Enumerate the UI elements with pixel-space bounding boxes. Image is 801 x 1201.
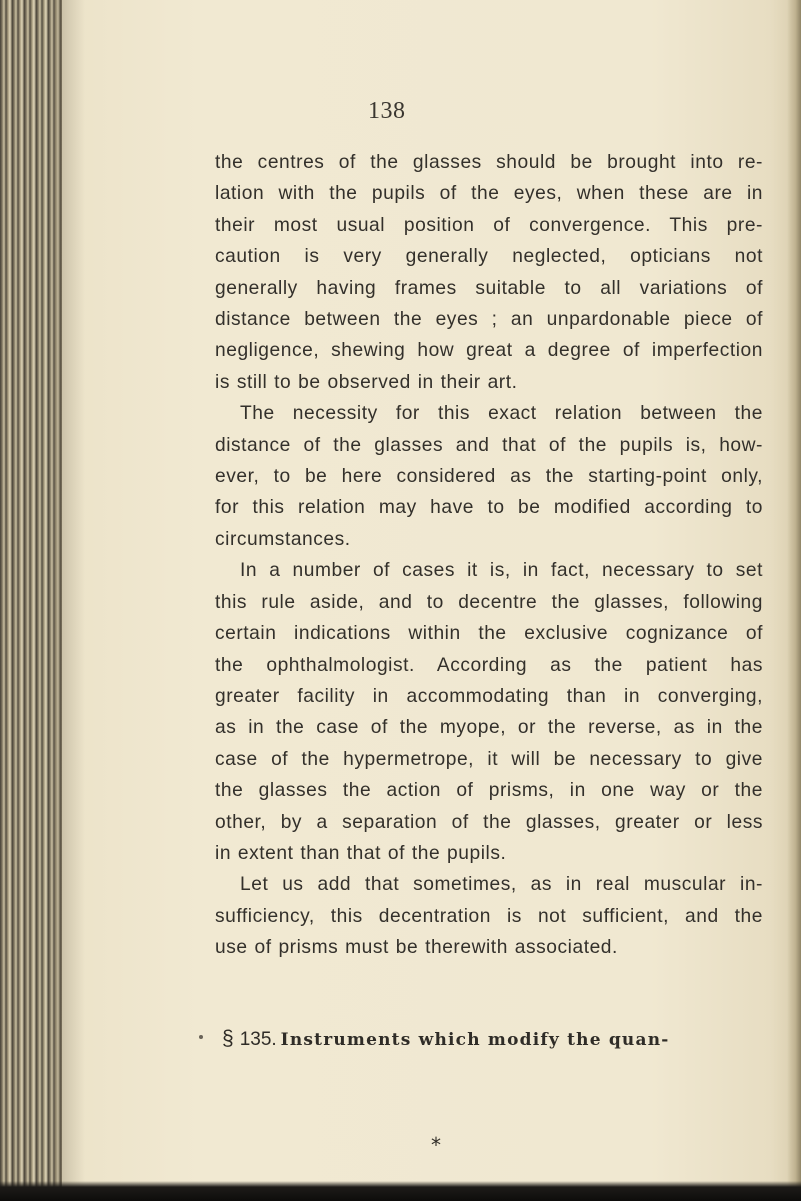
text-line: use of prisms must be therewith associated. <box>215 937 618 959</box>
body-text <box>215 147 763 964</box>
text-line: ever, to be here considered as the starting-point only, <box>215 466 763 488</box>
section-title: Instruments which modify the quan- <box>280 1030 670 1050</box>
margin-mark <box>199 1035 203 1039</box>
text-line: for this relation may have to be modified according to <box>215 497 763 519</box>
text-line: the glasses the action of prisms, in one way or the <box>215 780 763 802</box>
section-heading <box>222 1027 670 1051</box>
paragraph <box>215 147 763 398</box>
text-line: other, by a separation of the glasses, greater or less <box>215 811 763 833</box>
text-line: as in the case of the myope, or the reverse, as in the <box>215 717 763 739</box>
text-line: generally having frames suitable to all variations of <box>215 277 763 299</box>
text-line: certain indications within the exclusive cognizance of <box>215 623 763 645</box>
footer-mark: * <box>431 1133 441 1157</box>
text-line: distance between the eyes ; an unpardonable piece of <box>215 309 763 331</box>
bottom-shadow <box>0 1181 801 1201</box>
text-line: is still to be observed in their art. <box>215 371 518 393</box>
text-line: this rule aside, and to decentre the glasses, following <box>215 591 763 613</box>
page-edge <box>787 0 801 1201</box>
text-line: The necessity for this exact relation between the <box>240 403 763 425</box>
text-line: lation with the pupils of the eyes, when these are in <box>215 183 763 205</box>
text-line: In a number of cases it is, in fact, necessary to set <box>240 560 763 582</box>
section-number: 135. <box>239 1029 277 1050</box>
text-line: their most usual position of convergence. This pre- <box>215 214 763 236</box>
paragraph <box>215 555 763 869</box>
text-line: circumstances. <box>215 528 351 550</box>
text-line: negligence, shewing how great a degree of imperfection <box>215 340 763 362</box>
text-line: greater facility in accommodating than in converging, <box>215 685 763 707</box>
gutter-shadow <box>55 0 85 1201</box>
paragraph <box>215 869 763 963</box>
paragraph <box>215 398 763 555</box>
text-line: Let us add that sometimes, as in real muscular in- <box>240 874 763 896</box>
page-number: 138 <box>368 98 406 124</box>
text-line: sufficiency, this decentration is not sufficient, and the <box>215 905 763 927</box>
text-line: the centres of the glasses should be brought into re- <box>215 152 763 173</box>
text-line: in extent than that of the pupils. <box>215 842 507 864</box>
text-line: distance of the glasses and that of the pupils is, how- <box>215 434 763 456</box>
text-line: the ophthalmologist. According as the patient has <box>215 654 763 676</box>
text-line: caution is very generally neglected, opticians not <box>215 246 763 268</box>
text-line: case of the hypermetrope, it will be necessary to give <box>215 748 763 770</box>
book-spine <box>0 0 62 1201</box>
section-sign: § <box>222 1027 234 1050</box>
